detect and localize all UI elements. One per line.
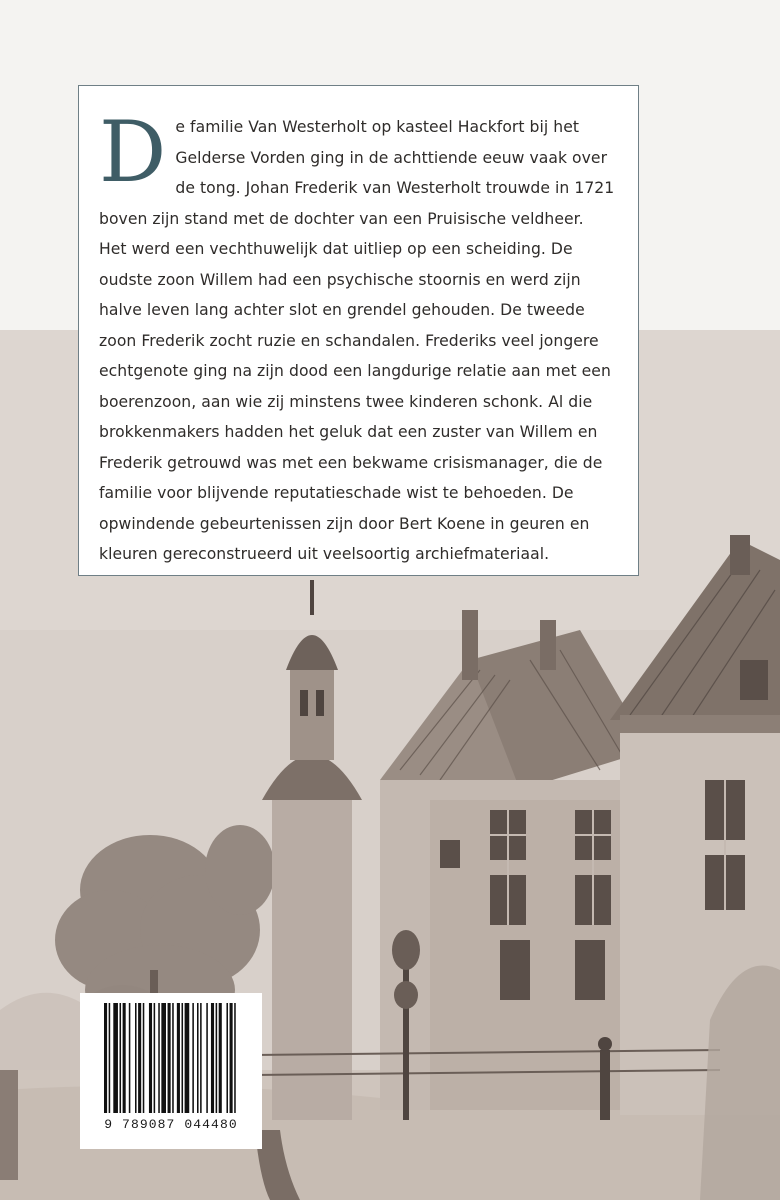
barcode-bar [154,1003,156,1113]
barcode-bar [104,1003,107,1113]
barcode-bar [113,1003,118,1113]
barcode-bars [80,993,262,1117]
blurb-box [78,85,639,576]
barcode-bar [185,1003,190,1113]
barcode-bar [182,1003,184,1113]
barcode-bar [109,1003,111,1113]
barcode-bar [172,1003,174,1113]
barcode-bar [149,1003,152,1113]
barcode-bar [135,1003,137,1113]
barcode-bar [138,1003,141,1113]
barcode-bar [219,1003,222,1113]
barcode-digits: 9 789087 044480 [104,1117,238,1132]
barcode-bar [168,1003,171,1113]
barcode-bar [192,1003,194,1113]
barcode-bar [129,1003,131,1113]
barcode-bar [197,1003,199,1113]
barcode-bar [226,1003,228,1113]
barcode-bar [200,1003,202,1113]
barcode-bar [120,1003,122,1113]
barcode-bar [158,1003,160,1113]
barcode-bar [230,1003,233,1113]
barcode-bar [211,1003,214,1113]
barcode [80,993,262,1149]
barcode-bar [143,1003,145,1113]
barcode-bar [234,1003,236,1113]
drop-cap: D [99,103,167,201]
barcode-bar [206,1003,208,1113]
barcode-bar [123,1003,126,1113]
barcode-bar [216,1003,218,1113]
blurb-text: e familie Van Westerholt op kasteel Hackfort bij het Gelderse Vorden ging in de achttiende eeuw vaak over de tong. Johan Frederik van Westerholt trouwde in 1721 boven zijn stand met de dochter van een Pruisische veldheer. Het werd een vechthuwelijk dat uitliep op een scheiding. De oudste zoon Willem had een psychische stoornis en werd zijn halve leven lang achter slot en grendel gehouden. De tweede zoon Frederik zocht ruzie en schandalen. Frederiks veel jongere echtgenote ging na zijn dood een langdurige relatie aan met een boerenzoon, aan wie zij minstens twee kinderen schonk. Al die brokkenmakers hadden het geluk dat een zuster van Willem en Frederik getrouwd was met een bekwame crisismanager, die de familie voor blijvende reputatieschade wist te behoeden. De opwindende gebeurtenissen zijn door Bert Koene in geuren en kleuren gereconstrueerd uit veelsoortig archiefmateriaal. [99,118,615,563]
barcode-bar [161,1003,166,1113]
barcode-bar [177,1003,180,1113]
blurb-paragraph [99,103,616,570]
